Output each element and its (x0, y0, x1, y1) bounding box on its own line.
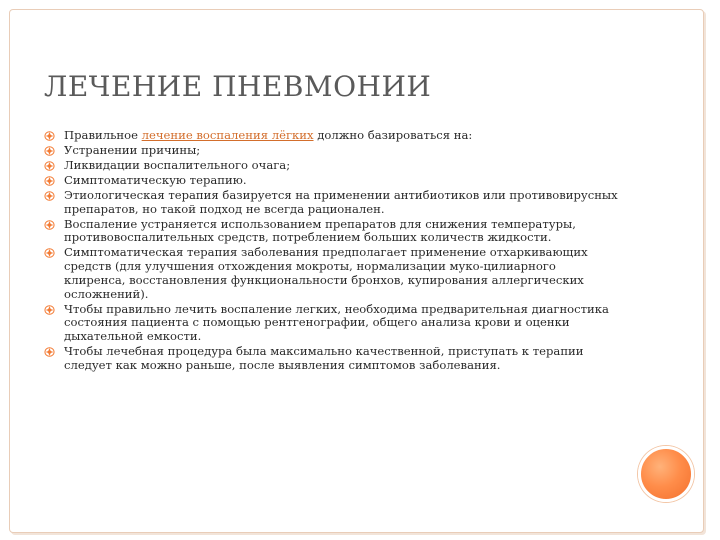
treatment-link[interactable]: лечение воспаления лёгких (141, 128, 314, 142)
list-item (44, 189, 619, 216)
bullet-text: Устранении причины; (64, 143, 201, 157)
bullet-text: Симптоматическая терапия заболевания предполагает применение отхаркивающих средств (для улучшения отхождения мокроты, нормализации муко-цилиарного клиренса, восстановления функциональности бронхов, купирования аллергических осложнений). (64, 245, 588, 301)
list-item (44, 246, 619, 301)
list-item (44, 159, 619, 173)
orange-diamond-flower-icon (44, 146, 55, 156)
orange-diamond-flower-icon (44, 220, 55, 230)
bullet-text: Чтобы правильно лечить воспаление легких, необходима предварительная диагностика состояния пациента с помощью рентгенографии, общего анализа крови и оценки дыхательной емкости. (64, 301, 609, 343)
bullet-list (44, 129, 619, 374)
orange-diamond-flower-icon (44, 161, 55, 171)
orange-diamond-flower-icon (44, 176, 55, 186)
bullet-text: Чтобы лечебная процедура была максимально качественной, приступать к терапии следует как можно раньше, после выявления симптомов заболевания. (64, 343, 584, 372)
bullet-intro-text: Правильное лечение воспаления лёгких должно базироваться на: (64, 128, 473, 142)
orange-diamond-flower-icon (44, 305, 55, 315)
list-item (44, 144, 619, 158)
list-item (44, 345, 619, 372)
orange-diamond-flower-icon (44, 347, 55, 357)
orange-diamond-flower-icon (44, 191, 55, 201)
bullet-text: Ликвидации воспалительного очага; (64, 158, 291, 172)
list-item (44, 129, 619, 143)
slide-title: ЛЕЧЕНИЕ ПНЕВМОНИИ (44, 70, 432, 103)
bullet-text: Этиологическая терапия базируется на применении антибиотиков или противовирусных препаратов, но такой подход не всегда рационален. (64, 188, 618, 216)
bullet-text: Симптоматическую терапию. (64, 173, 247, 187)
list-item (44, 174, 619, 188)
orange-diamond-flower-icon (44, 131, 55, 141)
bullet-text: Воспаление устраняется использованием препаратов для снижения температуры, противовоспалительных средств, потреблением больших количеств жидкости. (64, 216, 576, 245)
list-item (44, 303, 619, 344)
orange-diamond-flower-icon (44, 248, 55, 258)
decorative-orange-circle (638, 446, 694, 502)
list-item (44, 218, 619, 245)
